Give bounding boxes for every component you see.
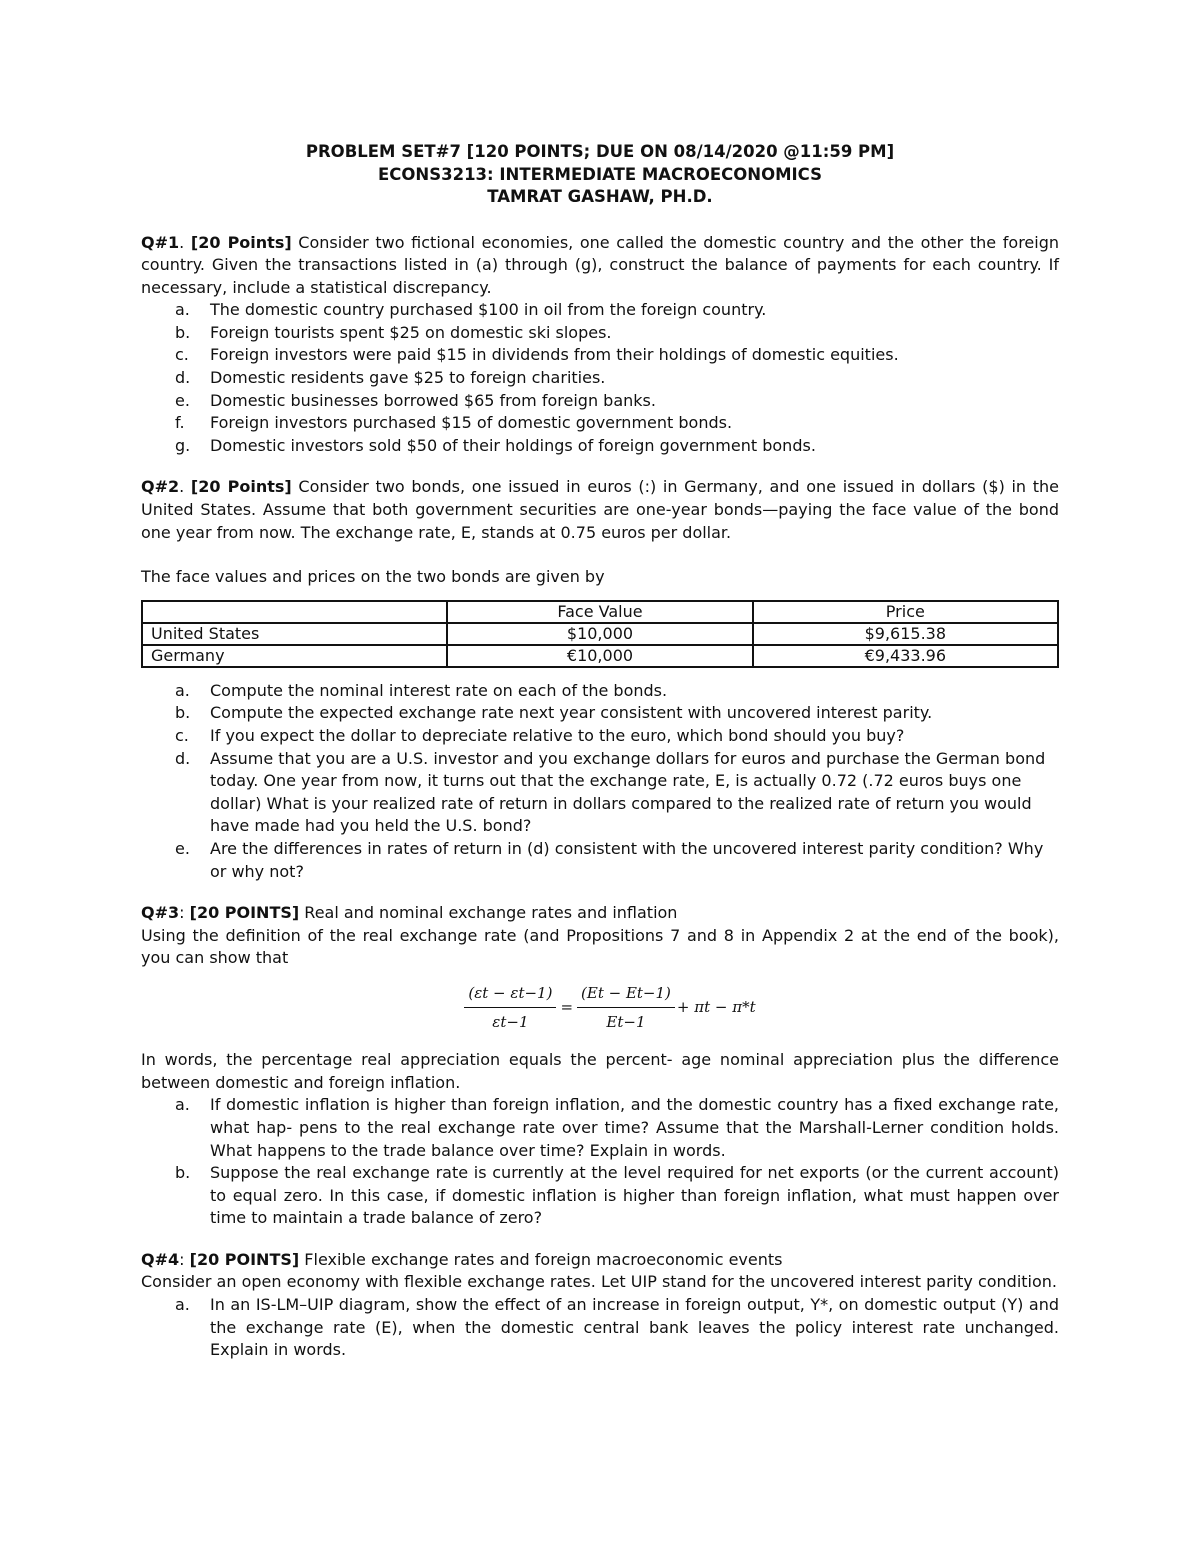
list-item-text: Domestic investors sold $50 of their holdings of foreign government bonds. (210, 435, 816, 455)
list-item-text: In an IS-LM–UIP diagram, show the effect of an increase in foreign output, Y*, on domestic output (Y) and the exchange rate (E), when the domestic central bank leaves the policy interest rate unchanged. Explain in words. (210, 1295, 1059, 1360)
list-item (141, 1294, 1059, 1362)
list-item-marker: g. (175, 435, 191, 455)
list-item (141, 1162, 1059, 1230)
list-item-text: Compute the nominal interest rate on each of the bonds. (210, 680, 668, 700)
list-item-text: Suppose the real exchange rate is currently at the level required for net exports (or the current account) to equal zero. In this case, if domestic inflation is higher than foreign inflation, what must happen over time to maintain a trade balance of zero? (210, 1163, 1059, 1228)
list-item-text: The domestic country purchased $100 in oil from the foreign country. (210, 300, 767, 320)
bond-table (141, 600, 1059, 668)
list-item (141, 412, 1059, 435)
question-4-separator: : (179, 1249, 190, 1269)
list-item (141, 838, 1059, 883)
question-3 (141, 902, 1059, 1230)
list-item-marker: f. (175, 413, 185, 433)
list-item-text: Domestic residents gave $25 to foreign charities. (210, 368, 606, 388)
list-item (141, 390, 1059, 413)
table-header-cell (142, 601, 447, 623)
document-page (141, 138, 1059, 1362)
list-item (141, 299, 1059, 322)
problem-set-title: PROBLEM SET#7 [120 POINTS; DUE ON 08/14/2020 @11:59 PM] (305, 142, 895, 161)
question-4-intro: Consider an open economy with flexible exchange rates. Let UIP stand for the uncovered interest parity condition. (141, 1272, 1057, 1292)
formula-rhs (577, 982, 675, 1033)
table-row (142, 645, 1058, 667)
list-item-marker: a. (175, 1095, 190, 1115)
table-cell: €10,000 (447, 645, 752, 667)
list-item-marker: a. (175, 680, 190, 700)
list-item-marker: d. (175, 368, 191, 388)
question-1-separator: . (179, 232, 191, 252)
course-title: ECONS3213: INTERMEDIATE MACROECONOMICS (378, 164, 822, 184)
list-item-text: Domestic businesses borrowed $65 from foreign banks. (210, 390, 656, 410)
list-item-marker: e. (175, 390, 190, 410)
question-2-points: [20 Points] (190, 477, 292, 497)
question-3-label: Q#3 (141, 903, 180, 923)
list-item (141, 322, 1059, 345)
table-cell: United States (142, 623, 447, 645)
formula-lhs-denominator: εt−1 (492, 1012, 529, 1031)
list-item (141, 367, 1059, 390)
list-item-text: Foreign investors were paid $15 in dividends from their holdings of domestic equities. (210, 345, 899, 365)
question-3-intro: Using the definition of the real exchange rate (and Propositions 7 and 8 in Appendix 2 at the end of the book), you can show that (141, 925, 1059, 968)
question-4-points: [20 POINTS] (189, 1249, 300, 1269)
table-cell: $9,615.38 (753, 623, 1058, 645)
question-1-prompt (141, 232, 1059, 300)
formula-lhs (464, 982, 556, 1033)
question-1-label: Q#1 (141, 232, 180, 252)
question-2-label: Q#2 (141, 477, 180, 497)
list-item-marker: b. (175, 322, 191, 342)
question-4-items (141, 1294, 1059, 1362)
instructor-name: TAMRAT GASHAW, PH.D. (487, 187, 713, 206)
list-item-marker: c. (175, 726, 189, 745)
question-4-title: Flexible exchange rates and foreign macroeconomic events (299, 1249, 783, 1269)
table-cell: $10,000 (447, 623, 752, 645)
list-item-marker: c. (175, 345, 189, 365)
question-3-prompt (141, 902, 1059, 925)
formula-lhs-numerator: (εt − εt−1) (464, 982, 556, 1008)
question-1-text: Consider two fictional economies, one called the domestic country and the other the foreign country. Given the transactions listed in (a) through (g), construct the balance of payments for each country. If necessary, include a statistical discrepancy. (141, 232, 1060, 297)
list-item (141, 748, 1059, 838)
list-item (141, 702, 1059, 725)
list-item (141, 680, 1059, 703)
question-3-title: Real and nominal exchange rates and inflation (299, 903, 678, 923)
table-header-cell: Price (753, 601, 1058, 623)
list-item-text: Foreign tourists spent $25 on domestic ski slopes. (210, 322, 612, 342)
list-item (141, 344, 1059, 367)
formula-rhs-numerator: (Et − Et−1) (577, 982, 675, 1008)
question-2-separator: . (179, 477, 191, 497)
list-item (141, 1094, 1059, 1162)
list-item (141, 435, 1059, 458)
list-item-text: If you expect the dollar to depreciate relative to the euro, which bond should you buy? (210, 726, 905, 745)
question-2 (141, 476, 1059, 883)
document-header (141, 141, 1059, 209)
table-header-cell: Face Value (447, 601, 752, 623)
real-exchange-rate-formula (161, 982, 1059, 1033)
table-row (142, 623, 1058, 645)
formula-equals: = (560, 998, 574, 1017)
formula-rhs-denominator: Et−1 (606, 1012, 646, 1031)
question-3-separator: : (179, 903, 190, 923)
list-item-text: Compute the expected exchange rate next year consistent with uncovered interest parity. (210, 703, 933, 723)
list-item-marker: d. (175, 748, 191, 768)
question-1-points: [20 Points] (190, 232, 292, 252)
list-item-marker: a. (175, 1295, 190, 1315)
table-cell: €9,433.96 (753, 645, 1058, 667)
question-3-items (141, 1094, 1059, 1230)
list-item-marker: b. (175, 1163, 191, 1183)
question-2-prompt (141, 476, 1059, 544)
table-header-row (142, 601, 1058, 623)
question-3-explanation: In words, the percentage real appreciation equals the percent- age nominal appreciation plus the difference between domestic and foreign inflation. (141, 1050, 1059, 1092)
list-item-text: If domestic inflation is higher than foreign inflation, and the domestic country has a fixed exchange rate, what hap- pens to the real exchange rate over time? Assume that the Marshall-Lerner condition holds. What happens to the trade balance over time? Explain in words. (210, 1095, 1059, 1160)
question-1 (141, 232, 1059, 458)
list-item-marker: a. (175, 300, 190, 320)
list-item-text: Are the differences in rates of return in (d) consistent with the uncovered interest parity condition? Why or why not? (210, 838, 1044, 881)
formula-inflation-terms: + πt − π*t (676, 998, 756, 1017)
list-item (141, 725, 1059, 748)
table-intro: The face values and prices on the two bonds are given by (141, 567, 605, 587)
question-4 (141, 1249, 1059, 1362)
list-item-text: Assume that you are a U.S. investor and you exchange dollars for euros and purchase the German bond today. One year from now, it turns out that the exchange rate, E, is actually 0.72 (.72 euros buys one dollar) What is your realized rate of return in dollars compared to the realized rate of return you would have made had you held the U.S. bond? (210, 748, 1046, 836)
list-item-marker: b. (175, 703, 191, 723)
list-item-text: Foreign investors purchased $15 of domestic government bonds. (210, 413, 733, 433)
list-item-marker: e. (175, 838, 190, 858)
question-2-text: Consider two bonds, one issued in euros (:) in Germany, and one issued in dollars ($) in the United States. Assume that both government securities are one-year bonds—paying the face value of the bond one year from now. The exchange rate, E, stands at 0.75 euros per dollar. (141, 477, 1060, 542)
question-4-label: Q#4 (141, 1249, 180, 1269)
question-3-points: [20 POINTS] (189, 903, 300, 923)
question-2-items (141, 680, 1059, 883)
question-1-items (141, 299, 1059, 457)
table-cell: Germany (142, 645, 447, 667)
question-4-prompt (141, 1249, 1059, 1272)
